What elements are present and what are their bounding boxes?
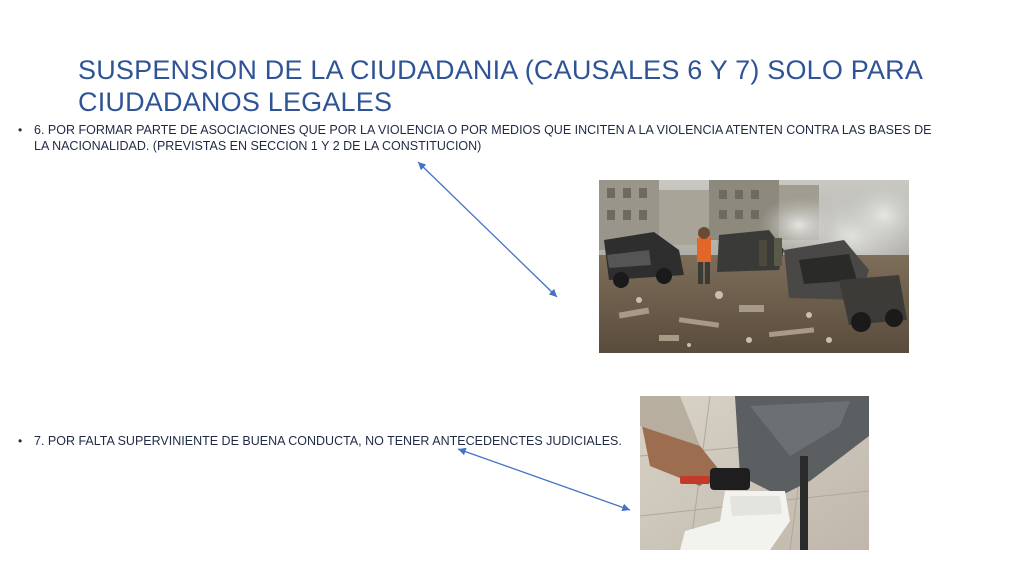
bombing-aftermath-photo xyxy=(599,180,909,353)
bullet-text-6: 6. POR FORMAR PARTE DE ASOCIACIONES QUE POR LA VIOLENCIA O POR MEDIOS QUE INCITEN A LA VIOLENCIA ATENTEN CONTRA LAS BASES DE LA NACIONALIDAD. (PREVISTAS EN SECCION 1 Y 2 DE LA CONSTITUCION) xyxy=(34,123,932,153)
arrow-to-bombing-photo xyxy=(418,162,557,297)
bullet-marker: • xyxy=(18,123,23,137)
arrow-to-ankle-photo xyxy=(458,449,630,510)
bullet-text-7: 7. POR FALTA SUPERVINIENTE DE BUENA CONDUCTA, NO TENER ANTECEDENCTES JUDICIALES. xyxy=(34,434,622,448)
bullet-item-6 xyxy=(18,122,948,154)
bullet-marker: • xyxy=(18,434,23,448)
slide-title: SUSPENSION DE LA CIUDADANIA (CAUSALES 6 Y 7) SOLO PARA CIUDADANOS LEGALES xyxy=(78,55,922,117)
ankle-monitor-photo xyxy=(640,396,869,550)
